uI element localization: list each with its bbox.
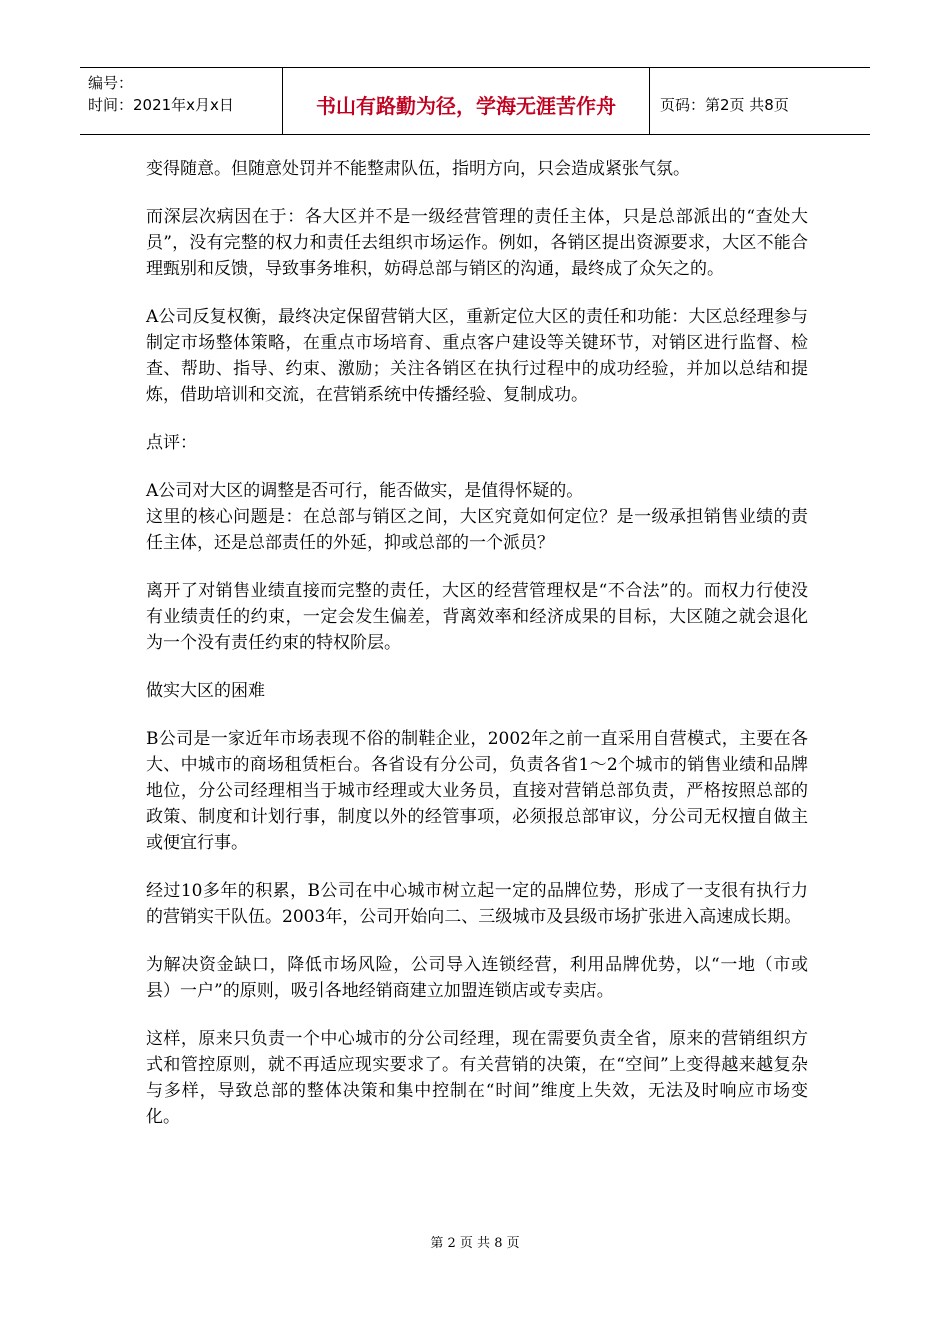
header-page-label: 页码：第2页 共8页	[660, 95, 789, 114]
document-body	[146, 156, 808, 1152]
header-left-cell	[80, 68, 282, 134]
paragraph: A公司反复权衡，最终决定保留营销大区，重新定位大区的责任和功能：大区总经理参与制定市场整体策略，在重点市场培育、重点客户建设等关键环节，对销区进行监督、检查、帮助、指导、约束、激励；关注各销区在执行过程中的成功经验，并加以总结和提炼，借助培训和交流，在营销系统中传播经验、复制成功。	[146, 307, 808, 405]
document-time-label: 时间：2021年x月x日	[88, 96, 234, 114]
paragraph: 而深层次病因在于：各大区并不是一级经营管理的责任主体，只是总部派出的“查处大员”，没有完整的权力和责任去组织市场运作。例如，各销区提出资源要求，大区不能合理甄别和反馈，导致事务堆积，妨碍总部与销区的沟通，最终成了众矢之的。	[146, 207, 808, 279]
paragraph: 离开了对销售业绩直接而完整的责任，大区的经营管理权是“不合法”的。而权力行使没有业绩责任的约束，一定会发生偏差，背离效率和经济成果的目标，大区随之就会退化为一个没有责任约束的特权阶层。	[146, 581, 808, 653]
paragraph: 变得随意。但随意处罚并不能整肃队伍，指明方向，只会造成紧张气氛。	[146, 159, 690, 179]
paragraph: 这样，原来只负责一个中心城市的分公司经理，现在需要负责全省，原来的营销组织方式和管控原则，就不再适应现实要求了。有关营销的决策，在“空间”上变得越来越复杂与多样，导致总部的整体决策和集中控制在“时间”维度上失效，无法及时响应市场变化。	[146, 1029, 808, 1127]
paragraph: A公司对大区的调整是否可行，能否做实，是值得怀疑的。	[146, 481, 584, 501]
header-motto: 书山有路勤为径，学海无涯苦作舟	[316, 93, 616, 118]
paragraph: 为解决资金缺口，降低市场风险，公司导入连锁经营，利用品牌优势，以“一地（市或县）一户”的原则，吸引各地经销商建立加盟连锁店或专卖店。	[146, 955, 808, 1001]
paragraph: B公司是一家近年市场表现不俗的制鞋企业，2002年之前一直采用自营模式，主要在各大、中城市的商场租赁柜台。各省设有分公司，负责各省1～2个城市的销售业绩和品牌地位，分公司经理相当于城市经理或大业务员，直接对营销总部负责，严格按照总部的政策、制度和计划行事，制度以外的经管事项，必须报总部审议，分公司无权擅自做主或便宜行事。	[146, 729, 808, 853]
header-motto-cell	[282, 68, 650, 134]
paragraph: 这里的核心问题是：在总部与销区之间，大区究竟如何定位？是一级承担销售业绩的责任主体，还是总部责任的外延，抑或总部的一个派员？	[146, 507, 808, 553]
header-table	[80, 67, 870, 135]
document-number-label: 编号：	[88, 74, 134, 92]
paragraph: 经过10多年的积累，B公司在中心城市树立起一定的品牌位势，形成了一支很有执行力的营销实干队伍。2003年，公司开始向二、三级城市及县级市场扩张进入高速成长期。	[146, 881, 808, 927]
footer-page-number: 第 2 页 共 8 页	[430, 1236, 520, 1251]
header-right-cell	[650, 68, 870, 134]
section-heading: 做实大区的困难	[146, 681, 265, 701]
comment-heading: 点评：	[146, 433, 197, 453]
page-footer	[0, 1232, 950, 1251]
